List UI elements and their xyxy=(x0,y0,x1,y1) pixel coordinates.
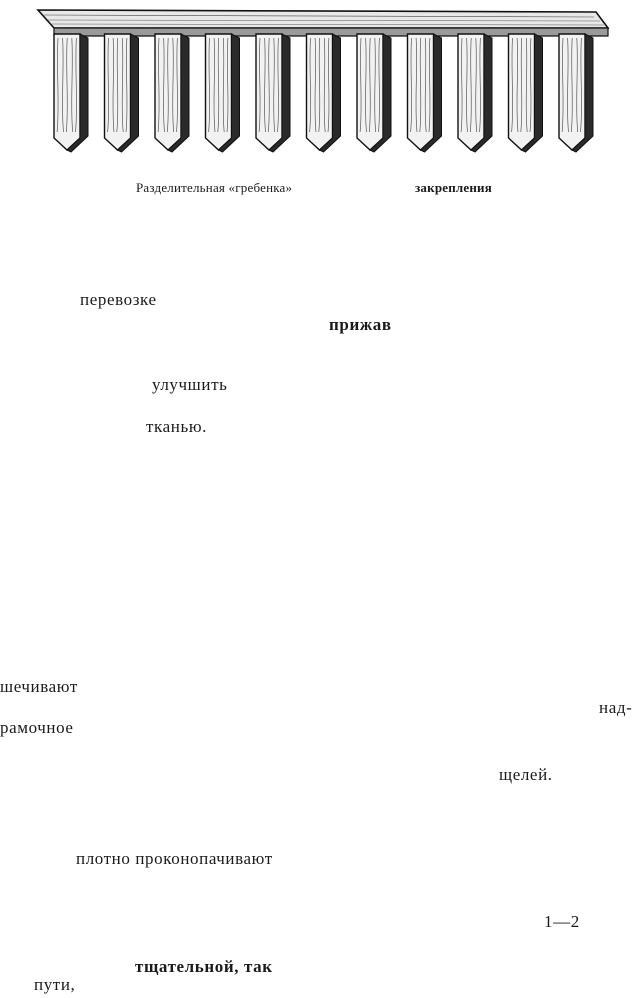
comb-tooth xyxy=(458,34,492,152)
text-fragment: прижав xyxy=(329,315,392,334)
comb-separator-illustration xyxy=(34,6,612,162)
comb-tooth xyxy=(105,34,139,152)
comb-tooth xyxy=(408,34,442,152)
comb-tooth xyxy=(559,34,593,152)
text-fragment: тканью. xyxy=(146,417,207,436)
comb-tooth xyxy=(509,34,543,152)
text-fragment: щелей. xyxy=(499,765,553,784)
comb-tooth xyxy=(206,34,240,152)
comb-tooth xyxy=(256,34,290,152)
text-fragment: шечивают xyxy=(0,677,78,696)
text-fragment: тщательной, так xyxy=(135,957,273,976)
text-fragment: рамочное xyxy=(0,718,74,737)
figure-caption-left: Разделительная «гребенка» xyxy=(136,180,293,195)
figure-caption-right: закрепления xyxy=(415,180,492,195)
comb-tooth xyxy=(155,34,189,152)
comb-tooth xyxy=(357,34,391,152)
text-fragment: плотно проконопачивают xyxy=(76,849,273,868)
top-board xyxy=(38,10,608,36)
comb-teeth xyxy=(54,34,593,152)
comb-tooth xyxy=(307,34,341,152)
text-fragment: перевозке xyxy=(80,290,157,309)
text-fragment: 1—2 xyxy=(544,912,580,931)
text-fragment: над- xyxy=(599,698,633,717)
text-fragment: пути, xyxy=(34,975,76,994)
text-fragment: улучшить xyxy=(152,375,228,394)
comb-tooth xyxy=(54,34,88,152)
